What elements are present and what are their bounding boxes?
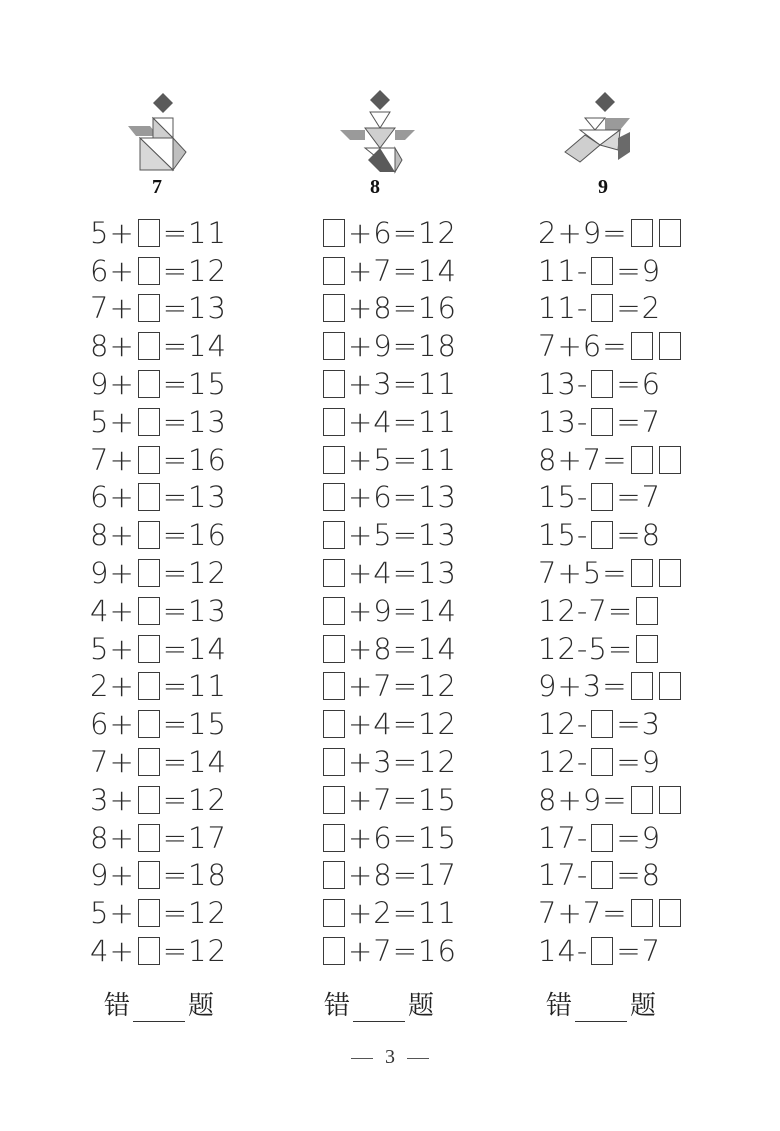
- equation-text: +5=11: [348, 442, 457, 477]
- equation-text: +9=18: [348, 329, 457, 364]
- problem-row: [320, 214, 457, 252]
- figure-number-8: 8: [370, 176, 380, 198]
- answer-box[interactable]: [323, 748, 345, 776]
- problem-row: [538, 857, 684, 895]
- answer-box[interactable]: [631, 559, 653, 587]
- problem-row: [320, 327, 457, 365]
- problem-list-8: [320, 214, 457, 970]
- answer-box[interactable]: [138, 483, 160, 511]
- answer-box[interactable]: [323, 521, 345, 549]
- problem-row: [320, 365, 457, 403]
- equation-text: +8=17: [348, 858, 457, 893]
- equation-text: =13: [162, 480, 227, 515]
- equation-text: 7+: [90, 291, 135, 326]
- answer-box[interactable]: [323, 257, 345, 285]
- error-count-7: [104, 985, 214, 1022]
- page-number-text: 3: [385, 1046, 395, 1068]
- equation-text: =14: [162, 745, 227, 780]
- problem-row: [538, 554, 684, 592]
- problem-row: [538, 327, 684, 365]
- tangram-figure-7: [128, 90, 218, 175]
- equation-text: +7=15: [348, 782, 457, 817]
- equation-text: =17: [162, 820, 227, 855]
- problem-row: [320, 932, 457, 970]
- equation-text: =11: [162, 669, 227, 704]
- problem-row: [90, 743, 227, 781]
- question-label: 题: [188, 991, 215, 1021]
- equation-text: 7+6=: [538, 329, 628, 364]
- problem-row: [320, 781, 457, 819]
- problem-row: [538, 290, 684, 328]
- equation-text: =18: [162, 858, 227, 893]
- tangram-figure-8: [340, 90, 440, 175]
- error-count-8: [324, 985, 434, 1022]
- equation-text: =15: [162, 367, 227, 402]
- equation-text: =9: [616, 745, 662, 780]
- equation-text: =12: [162, 896, 227, 931]
- answer-box[interactable]: [323, 786, 345, 814]
- problem-row: [320, 290, 457, 328]
- equation-text: =9: [616, 253, 662, 288]
- answer-box[interactable]: [323, 294, 345, 322]
- problem-row: [90, 857, 227, 895]
- problem-row: [320, 819, 457, 857]
- page-number-dash-left: [351, 1058, 373, 1059]
- equation-text: =12: [162, 934, 227, 969]
- equation-text: 8+9=: [538, 782, 628, 817]
- answer-box[interactable]: [323, 899, 345, 927]
- problem-row: [90, 592, 227, 630]
- error-count-9: [546, 985, 656, 1022]
- problem-row: [320, 554, 457, 592]
- problem-row: [538, 214, 684, 252]
- answer-box[interactable]: [591, 294, 613, 322]
- equation-text: 11-: [538, 291, 589, 326]
- answer-box[interactable]: [138, 748, 160, 776]
- equation-text: 12-7=: [538, 593, 634, 628]
- answer-box[interactable]: [659, 332, 681, 360]
- answer-box[interactable]: [591, 521, 613, 549]
- answer-box[interactable]: [138, 710, 160, 738]
- problem-row: [538, 365, 684, 403]
- problem-row: [538, 819, 684, 857]
- answer-box[interactable]: [631, 786, 653, 814]
- figure-number-9: 9: [598, 176, 608, 198]
- equation-text: 7+: [90, 745, 135, 780]
- equation-text: =13: [162, 593, 227, 628]
- answer-box[interactable]: [591, 824, 613, 852]
- problem-row: [90, 441, 227, 479]
- answer-box[interactable]: [138, 446, 160, 474]
- problem-row: [320, 516, 457, 554]
- equation-text: =3: [616, 707, 662, 742]
- problem-row: [90, 554, 227, 592]
- equation-text: =16: [162, 442, 227, 477]
- equation-text: 12-: [538, 707, 589, 742]
- problem-list-7: [90, 214, 227, 970]
- answer-box[interactable]: [138, 861, 160, 889]
- problem-row: [320, 857, 457, 895]
- answer-box[interactable]: [591, 937, 613, 965]
- equation-text: 9+3=: [538, 669, 628, 704]
- problem-row: [320, 592, 457, 630]
- equation-text: +6=12: [348, 215, 457, 250]
- answer-box[interactable]: [659, 672, 681, 700]
- equation-text: =8: [616, 858, 662, 893]
- problem-row: [538, 403, 684, 441]
- problem-row: [538, 479, 684, 517]
- problem-row: [320, 630, 457, 668]
- equation-text: 2+9=: [538, 215, 628, 250]
- answer-box[interactable]: [631, 672, 653, 700]
- problem-row: [538, 630, 684, 668]
- equation-text: =13: [162, 404, 227, 439]
- page-number: [0, 1046, 780, 1069]
- answer-box[interactable]: [138, 786, 160, 814]
- question-label: 题: [630, 991, 657, 1021]
- answer-box[interactable]: [591, 257, 613, 285]
- problem-row: [538, 932, 684, 970]
- equation-text: 3+: [90, 782, 135, 817]
- answer-box[interactable]: [138, 408, 160, 436]
- equation-text: =12: [162, 556, 227, 591]
- problem-row: [320, 668, 457, 706]
- equation-text: +5=13: [348, 518, 457, 553]
- answer-box[interactable]: [659, 559, 681, 587]
- column-8: [320, 0, 520, 1131]
- equation-text: =16: [162, 518, 227, 553]
- problem-row: [90, 479, 227, 517]
- answer-box[interactable]: [591, 710, 613, 738]
- problem-row: [90, 819, 227, 857]
- equation-text: 4+: [90, 934, 135, 969]
- problem-row: [320, 479, 457, 517]
- equation-text: =12: [162, 782, 227, 817]
- page-number-dash-right: [407, 1058, 429, 1059]
- equation-text: =7: [616, 480, 662, 515]
- equation-text: 4+: [90, 593, 135, 628]
- equation-text: 5+: [90, 631, 135, 666]
- answer-box[interactable]: [323, 710, 345, 738]
- answer-box[interactable]: [591, 861, 613, 889]
- equation-text: 13-: [538, 404, 589, 439]
- equation-text: +4=11: [348, 404, 457, 439]
- equation-text: =14: [162, 631, 227, 666]
- equation-text: =7: [616, 404, 662, 439]
- problem-row: [90, 630, 227, 668]
- answer-box[interactable]: [659, 446, 681, 474]
- problem-row: [90, 290, 227, 328]
- equation-text: +4=13: [348, 556, 457, 591]
- tangram-figure-9-graphic: [560, 90, 660, 175]
- problem-row: [538, 516, 684, 554]
- equation-text: =8: [616, 518, 662, 553]
- equation-text: +8=16: [348, 291, 457, 326]
- equation-text: 8+7=: [538, 442, 628, 477]
- equation-text: +6=15: [348, 820, 457, 855]
- figure-number-7: 7: [152, 176, 162, 198]
- problem-row: [320, 705, 457, 743]
- answer-box[interactable]: [323, 559, 345, 587]
- problem-row: [538, 781, 684, 819]
- equation-text: +3=11: [348, 367, 457, 402]
- equation-text: 8+: [90, 329, 135, 364]
- equation-text: +7=14: [348, 253, 457, 288]
- answer-box[interactable]: [138, 597, 160, 625]
- equation-text: 6+: [90, 480, 135, 515]
- equation-text: 5+: [90, 215, 135, 250]
- problem-row: [320, 743, 457, 781]
- answer-box[interactable]: [138, 937, 160, 965]
- problem-row: [90, 327, 227, 365]
- equation-text: 15-: [538, 518, 589, 553]
- error-count-blank[interactable]: [353, 995, 405, 1022]
- equation-text: 7+7=: [538, 896, 628, 931]
- equation-text: +2=11: [348, 896, 457, 931]
- answer-box[interactable]: [138, 332, 160, 360]
- problem-row: [90, 252, 227, 290]
- answer-box[interactable]: [591, 408, 613, 436]
- answer-box[interactable]: [323, 219, 345, 247]
- error-label: 错: [324, 991, 351, 1021]
- equation-text: 2+: [90, 669, 135, 704]
- equation-text: =12: [162, 253, 227, 288]
- answer-box[interactable]: [138, 257, 160, 285]
- problem-row: [320, 441, 457, 479]
- answer-box[interactable]: [138, 824, 160, 852]
- answer-box[interactable]: [631, 219, 653, 247]
- equation-text: 7+: [90, 442, 135, 477]
- equation-text: +3=12: [348, 745, 457, 780]
- equation-text: 6+: [90, 253, 135, 288]
- equation-text: 5+: [90, 896, 135, 931]
- equation-text: =11: [162, 215, 227, 250]
- equation-text: 9+: [90, 556, 135, 591]
- equation-text: 9+: [90, 367, 135, 402]
- problem-row: [538, 252, 684, 290]
- equation-text: =2: [616, 291, 662, 326]
- equation-text: 8+: [90, 518, 135, 553]
- answer-box[interactable]: [323, 446, 345, 474]
- problem-row: [90, 365, 227, 403]
- equation-text: 8+: [90, 820, 135, 855]
- answer-box[interactable]: [323, 635, 345, 663]
- answer-box[interactable]: [636, 635, 658, 663]
- equation-text: 12-5=: [538, 631, 634, 666]
- answer-box[interactable]: [323, 408, 345, 436]
- problem-row: [90, 214, 227, 252]
- equation-text: 6+: [90, 707, 135, 742]
- equation-text: +6=13: [348, 480, 457, 515]
- answer-box[interactable]: [659, 219, 681, 247]
- problem-row: [90, 668, 227, 706]
- problem-row: [90, 516, 227, 554]
- answer-box[interactable]: [659, 899, 681, 927]
- equation-text: 9+: [90, 858, 135, 893]
- equation-text: 7+5=: [538, 556, 628, 591]
- answer-box[interactable]: [138, 219, 160, 247]
- equation-text: =15: [162, 707, 227, 742]
- equation-text: +7=12: [348, 669, 457, 704]
- problem-row: [90, 781, 227, 819]
- answer-box[interactable]: [659, 786, 681, 814]
- tangram-figure-7-graphic: [128, 90, 218, 175]
- tangram-figure-9: [560, 90, 660, 175]
- answer-box[interactable]: [591, 748, 613, 776]
- equation-text: +7=16: [348, 934, 457, 969]
- answer-box[interactable]: [631, 332, 653, 360]
- answer-box[interactable]: [591, 483, 613, 511]
- answer-box[interactable]: [631, 899, 653, 927]
- problem-row: [320, 894, 457, 932]
- equation-text: 5+: [90, 404, 135, 439]
- answer-box[interactable]: [323, 483, 345, 511]
- answer-box[interactable]: [323, 597, 345, 625]
- problem-row: [90, 705, 227, 743]
- problem-list-9: [538, 214, 684, 970]
- problem-row: [538, 743, 684, 781]
- error-label: 错: [546, 991, 573, 1021]
- answer-box[interactable]: [138, 635, 160, 663]
- answer-box[interactable]: [138, 672, 160, 700]
- answer-box[interactable]: [323, 332, 345, 360]
- answer-box[interactable]: [138, 899, 160, 927]
- equation-text: =13: [162, 291, 227, 326]
- error-count-blank[interactable]: [133, 995, 185, 1022]
- problem-row: [538, 705, 684, 743]
- question-label: 题: [408, 991, 435, 1021]
- equation-text: =6: [616, 367, 662, 402]
- answer-box[interactable]: [138, 294, 160, 322]
- answer-box[interactable]: [631, 446, 653, 474]
- error-count-blank[interactable]: [575, 995, 627, 1022]
- problem-row: [320, 403, 457, 441]
- answer-box[interactable]: [323, 937, 345, 965]
- equation-text: 13-: [538, 367, 589, 402]
- answer-box[interactable]: [323, 824, 345, 852]
- equation-text: 15-: [538, 480, 589, 515]
- answer-box[interactable]: [138, 521, 160, 549]
- equation-text: 11-: [538, 253, 589, 288]
- equation-text: +9=14: [348, 593, 457, 628]
- equation-text: 12-: [538, 745, 589, 780]
- problem-row: [90, 894, 227, 932]
- equation-text: +8=14: [348, 631, 457, 666]
- column-9: [538, 0, 738, 1131]
- equation-text: 17-: [538, 820, 589, 855]
- problem-row: [320, 252, 457, 290]
- column-7: [90, 0, 290, 1131]
- equation-text: 14-: [538, 934, 589, 969]
- problem-row: [538, 894, 684, 932]
- equation-text: 17-: [538, 858, 589, 893]
- equation-text: =7: [616, 934, 662, 969]
- problem-row: [538, 668, 684, 706]
- equation-text: +4=12: [348, 707, 457, 742]
- answer-box[interactable]: [323, 370, 345, 398]
- problem-row: [90, 403, 227, 441]
- equation-text: =14: [162, 329, 227, 364]
- problem-row: [90, 932, 227, 970]
- answer-box[interactable]: [636, 597, 658, 625]
- answer-box[interactable]: [138, 559, 160, 587]
- tangram-figure-8-graphic: [340, 90, 440, 175]
- answer-box[interactable]: [138, 370, 160, 398]
- problem-row: [538, 441, 684, 479]
- answer-box[interactable]: [323, 861, 345, 889]
- equation-text: =9: [616, 820, 662, 855]
- error-label: 错: [104, 991, 131, 1021]
- answer-box[interactable]: [323, 672, 345, 700]
- answer-box[interactable]: [591, 370, 613, 398]
- problem-row: [538, 592, 684, 630]
